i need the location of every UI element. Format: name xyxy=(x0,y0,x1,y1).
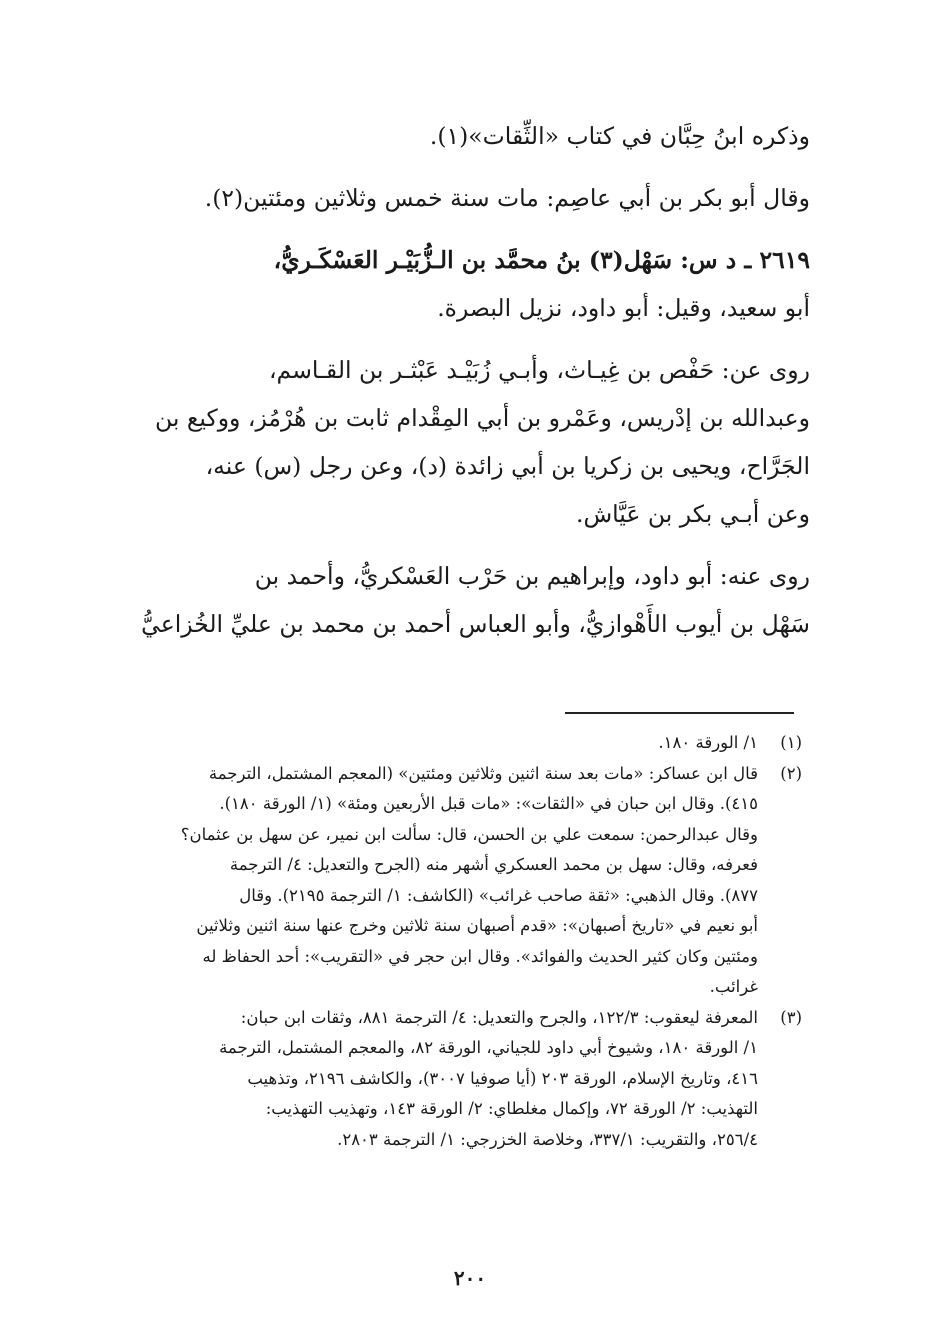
text-line: وقال أبو بكر بن أبي عاصِم: مات سنة خمس وثلاثين ومئتين(٢). xyxy=(204,184,810,212)
footnotes xyxy=(92,728,802,1155)
text-line: الجَرَّاح، ويحيى بن زكريا بن أبي زائدة (د)، وعن رجل (س) عنه، xyxy=(205,452,810,480)
footnote-text: المعرفة ليعقوب: ١٢٢/٣، والجرح والتعديل: ٤/ الترجمة ٨٨١، وثقات ابن حبان: xyxy=(240,1007,758,1027)
footnote-text: ٤١٥). وقال ابن حبان في «الثقات»: «مات قبل الأربعين ومئة» (١/ الورقة ١٨٠). xyxy=(219,794,758,813)
footnote-text: ٤١٦، وتاريخ الإسلام، الورقة ٢٠٣ (أيا صوفيا ٣٠٠٧)، والكاشف ٢١٩٦، وتذهيب xyxy=(247,1068,758,1088)
footnote-divider xyxy=(565,712,794,714)
footnote-text: التهذيب: ٢/ الورقة ٧٢، وإكمال مغلطاي: ٢/ الورقة ١٤٣، وتهذيب التهذيب: xyxy=(265,1099,758,1118)
page-number: ٢٠٠ xyxy=(453,1266,487,1290)
text-line: سَهْل بن أيوب الأَهْوازيُّ، وأبو العباس أحمد بن محمد بن عليِّ الخُزاعيُّ xyxy=(141,610,810,638)
footnote-text: وقال عبدالرحمن: سمعت علي بن الحسن، قال: سألت ابن نمير، عن سهل بن عثمان؟ xyxy=(180,824,758,844)
footnote-number: (١) xyxy=(780,733,802,752)
footnote-text: ٨٧٧). وقال الذهبي: «ثقة صاحب غرائب» (الكاشف: ١/ الترجمة ٢١٩٥). وقال xyxy=(239,885,758,905)
footnote-1 xyxy=(92,728,802,759)
text-line: روى عن: حَفْص بن غِيـاث، وأبـي زُبَيْـد عَبْثـر بن القـاسم، xyxy=(268,356,810,384)
main-text xyxy=(95,112,810,648)
footnote-text: ٢٥٦/٤، والتقريب: ٣٣٧/١، وخلاصة الخزرجي: ١/ الترجمة ٢٨٠٣. xyxy=(337,1129,758,1149)
footnote-text: ١/ الورقة ١٨٠. xyxy=(658,733,758,752)
text-line: روى عنه: أبو داود، وإبراهيم بن حَرْب العَسْكريُّ، وأحمد بن xyxy=(254,562,810,590)
footnote-text: غرائب. xyxy=(709,977,758,996)
text-line: أبو سعيد، وقيل: أبو داود، نزيل البصرة. xyxy=(437,294,810,322)
footnote-text: فعرفه، وقال: سهل بن محمد العسكري أشهر منه (الجرح والتعديل: ٤/ الترجمة xyxy=(229,855,758,874)
footnote-text: قال ابن عساكر: «مات بعد سنة اثنين وثلاثين ومئتين» (المعجم المشتمل، الترجمة xyxy=(208,763,758,783)
footnote-text: ١/ الورقة ١٨٠، وشيوخ أبي داود للجياني، الورقة ٨٢، والمعجم المشتمل، الترجمة xyxy=(219,1038,758,1057)
text-line: وعن أبـي بكر بن عَيَّاش. xyxy=(575,500,810,528)
text-line: وذكره ابنُ حِبَّان في كتاب «الثِّقات»(١). xyxy=(429,122,810,150)
text-line: وعبدالله بن إدْريس، وعَمْرو بن أبي المِقْدام ثابت بن هُرْمُز، ووكيع بن xyxy=(155,404,810,432)
footnote-3 xyxy=(92,1003,802,1034)
footnote-text: ومئتين وكان كثير الحديث والفوائد». وقال ابن حجر في «التقريب»: أحد الحفاظ له xyxy=(202,946,758,966)
footnote-2 xyxy=(92,759,802,790)
footnote-number: (٣) xyxy=(780,1007,802,1027)
entry-heading-line: ٢٦١٩ ـ د س: سَهْل(٣) بنُ محمَّد بن الـزُّبَيْـر العَسْكَـريُّ، xyxy=(273,246,810,274)
footnote-number: (٢) xyxy=(780,763,802,783)
footnote-text: أبو نعيم في «تاريخ أصبهان»: «قدم أصبهان سنة ثلاثين وخرج عنها سنة اثنين وثلاثين xyxy=(196,916,758,935)
